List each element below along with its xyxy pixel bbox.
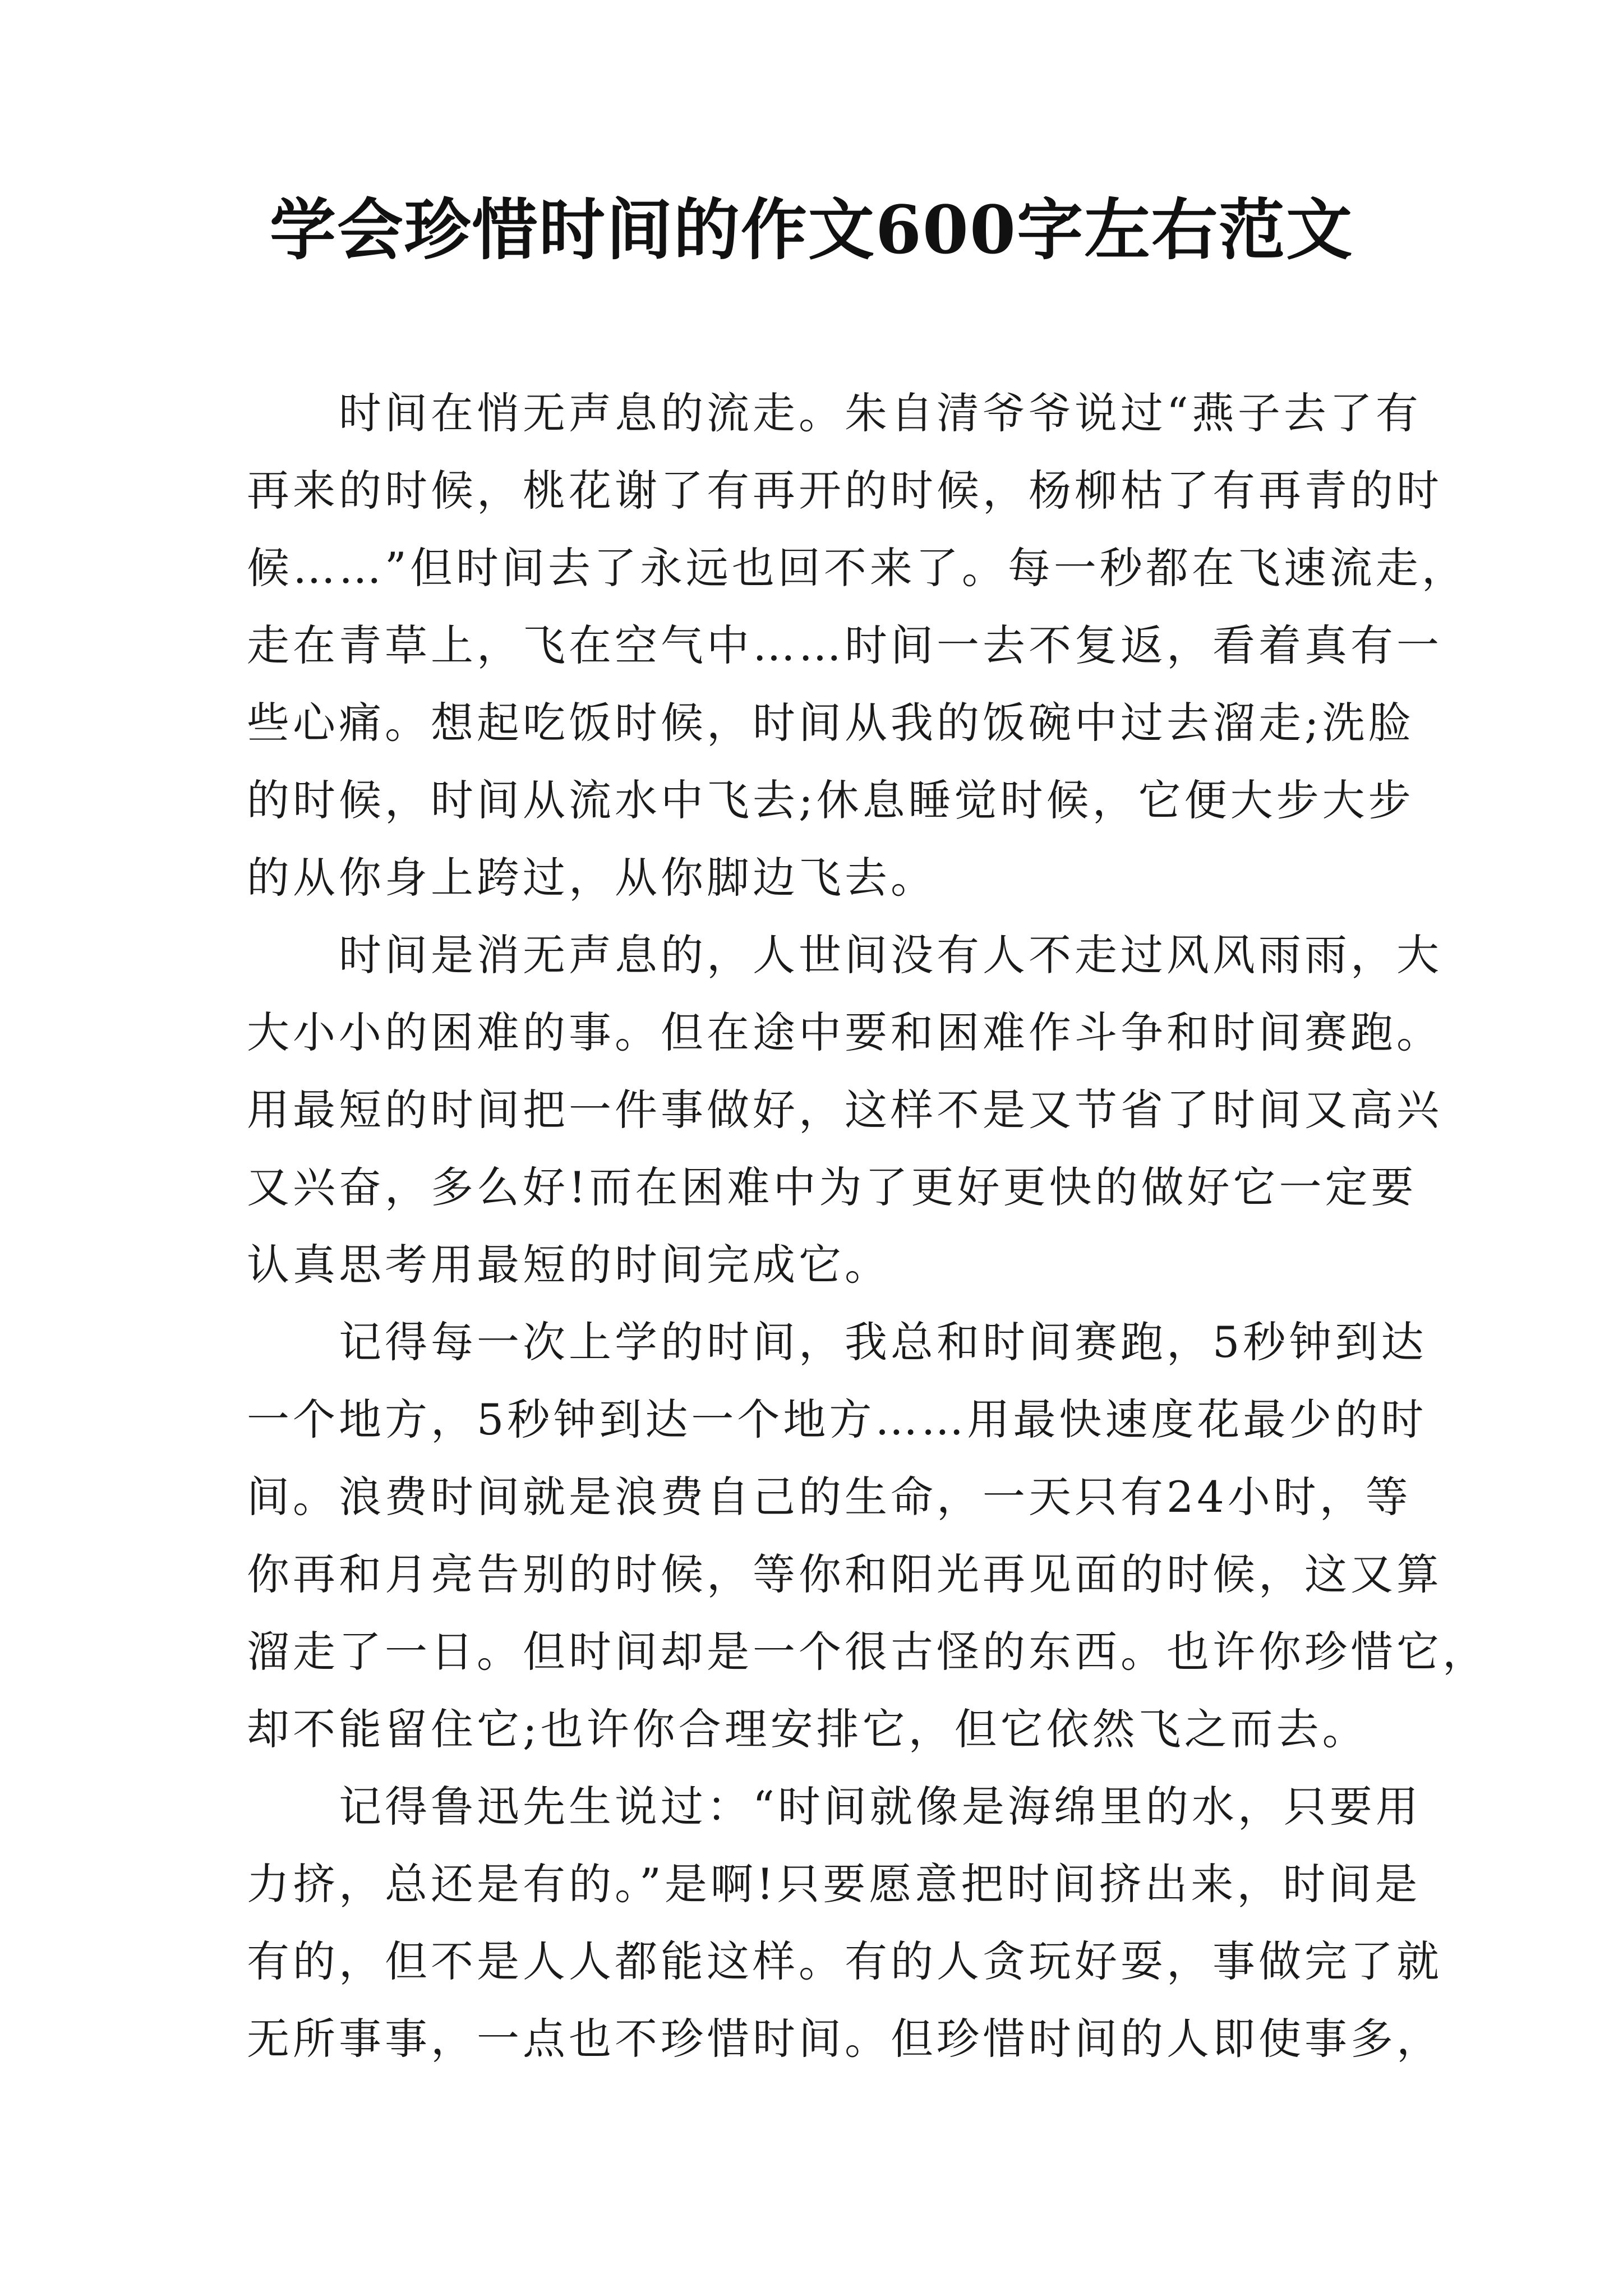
text-line: 的时候，时间从流水中飞去;休息睡觉时候，它便大步大步 xyxy=(247,775,1414,825)
paragraph-3 xyxy=(247,1304,1488,1768)
text-line: 时间是消无声息的，人世间没有人不走过风风雨雨，大 xyxy=(339,930,1442,980)
text-line: 再来的时候，桃花谢了有再开的时候，杨柳枯了有再青的时 xyxy=(247,466,1442,516)
text-line: 间。浪费时间就是浪费自己的生命，一天只有24小时，等 xyxy=(247,1472,1412,1522)
text-line: 记得每一次上学的时间，我总和时间赛跑，5秒钟到达 xyxy=(339,1317,1427,1367)
text-line: 一个地方，5秒钟到达一个地方……用最快速度花最少的时 xyxy=(247,1395,1427,1444)
document-body xyxy=(247,375,1488,2078)
text-line: 些心痛。想起吃饭时候，时间从我的饭碗中过去溜走;洗脸 xyxy=(247,698,1414,748)
text-line: 无所事事，一点也不珍惜时间。但珍惜时间的人即使事多， xyxy=(247,2014,1442,2064)
text-line: 又兴奋，多么好!而在困难中为了更好更快的做好它一定要 xyxy=(247,1162,1417,1212)
text-line: 用最短的时间把一件事做好，这样不是又节省了时间又高兴 xyxy=(247,1085,1442,1135)
document-title: 学会珍惜时间的作文600字左右范文 xyxy=(269,191,1354,269)
paragraph-4 xyxy=(247,1768,1442,2078)
text-line: 走在青草上，飞在空气中……时间一去不复返，看着真有一 xyxy=(247,620,1442,670)
text-line: 你再和月亮告别的时候，等你和阳光再见面的时候，这又算 xyxy=(247,1549,1442,1599)
text-line: 时间在悄无声息的流走。朱自清爷爷说过“燕子去了有 xyxy=(339,388,1422,438)
text-line: 却不能留住它;也许你合理安排它，但它依然飞之而去。 xyxy=(247,1704,1368,1754)
text-line: 大小小的困难的事。但在途中要和困难作斗争和时间赛跑。 xyxy=(247,1007,1442,1057)
text-line: 认真思考用最短的时间完成它。 xyxy=(247,1240,891,1290)
text-line: 记得鲁迅先生说过：“时间就像是海绵里的水，只要用 xyxy=(339,1782,1422,1832)
paragraph-2 xyxy=(247,917,1442,1304)
text-line: 有的，但不是人人都能这样。有的人贪玩好耍，事做完了就 xyxy=(247,1936,1442,1986)
paragraph-1 xyxy=(247,375,1468,917)
text-line: 力挤，总还是有的。”是啊!只要愿意把时间挤出来，时间是 xyxy=(247,1859,1421,1909)
text-line: 候……”但时间去了永远也回不来了。每一秒都在飞速流走， xyxy=(247,543,1468,593)
text-line: 溜走了一日。但时间却是一个很古怪的东西。也许你珍惜它， xyxy=(247,1627,1488,1677)
text-line: 的从你身上跨过，从你脚边飞去。 xyxy=(247,853,937,903)
